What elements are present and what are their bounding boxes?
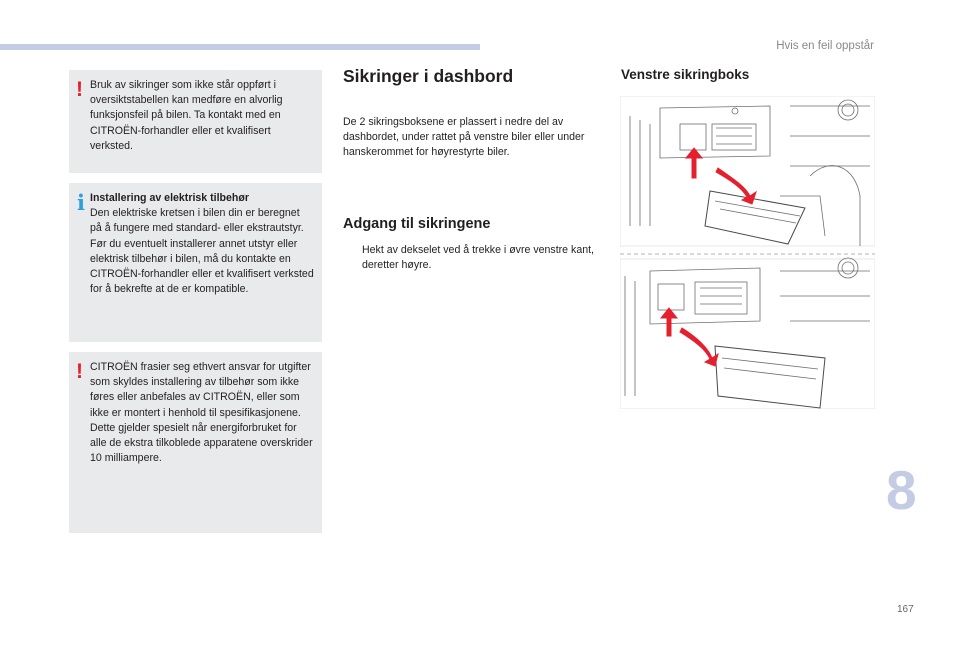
- info-box-accessories: [69, 183, 322, 342]
- warning-icon: !: [76, 78, 83, 101]
- fusebox-top: [680, 124, 706, 150]
- instruction-text: Hekt av dekselet ved å trekke i øvre venstre kant, deretter høyre.: [362, 244, 594, 272]
- fusebox-illustration: [620, 96, 875, 409]
- info-text: [90, 191, 314, 297]
- curved-arrow-top: [716, 168, 756, 204]
- info-icon: i: [77, 190, 85, 215]
- fusebox-bottom: [658, 284, 684, 310]
- warning-icon: !: [76, 360, 83, 383]
- illustration-frame-bottom: [620, 259, 875, 409]
- fusebox-cover-top: [705, 191, 805, 244]
- chapter-number: 8: [886, 459, 917, 521]
- left-fusebox-title: Venstre sikringboks: [621, 67, 750, 82]
- section-title: Hvis en feil oppstår: [776, 40, 874, 52]
- illustration-frame-top: [620, 96, 875, 246]
- fusebox-cover-bottom: [715, 346, 825, 408]
- curved-arrow-bottom: [680, 328, 718, 366]
- warning-box-fuses: [69, 70, 322, 173]
- warning-text: CITROËN frasier seg ethvert ansvar for utgifter som skyldes installering av tilbehør som ikke føres eller anbefales av CITROËN, eller som ikke er montert i henhold til spesifikasjonene. Dette gjelder spesielt når energiforbruket for alle de ekstra tilkoblede apparatene overskrider 10 milliampere.: [90, 361, 313, 465]
- intro-paragraph: De 2 sikringsboksene er plassert i nedre del av dashbordet, under rattet på venstre biler eller under hanskerommet for høyrestyrte biler.: [343, 116, 585, 159]
- warning-text: Bruk av sikringer som ikke står oppført i oversiktstabellen kan medføre en alvorlig funksjonsfeil på bilen. Ta kontakt med en CITROËN-forhandler eller et kvalifisert verksted.: [90, 79, 283, 152]
- page-title: Sikringer i dashbord: [343, 66, 514, 86]
- info-title: Installering av elektrisk tilbehør: [90, 192, 249, 204]
- page-number: 167: [897, 604, 914, 615]
- up-arrow-bottom: [661, 308, 677, 336]
- up-arrow-top: [686, 148, 702, 178]
- subtitle-access: Adgang til sikringene: [343, 216, 491, 232]
- info-body: Den elektriske kretsen i bilen din er beregnet på å fungere med standard- eller ekstrautstyr. Før du eventuelt installerer annet utstyr eller elektrisk tilbehør i bilen, må du kontakte en CITROËN-forhandler eller et kvalifisert verksted for å bekrefte at de er kompatible.: [90, 207, 314, 296]
- header-bar: [0, 44, 480, 50]
- warning-box-liability: [69, 352, 322, 533]
